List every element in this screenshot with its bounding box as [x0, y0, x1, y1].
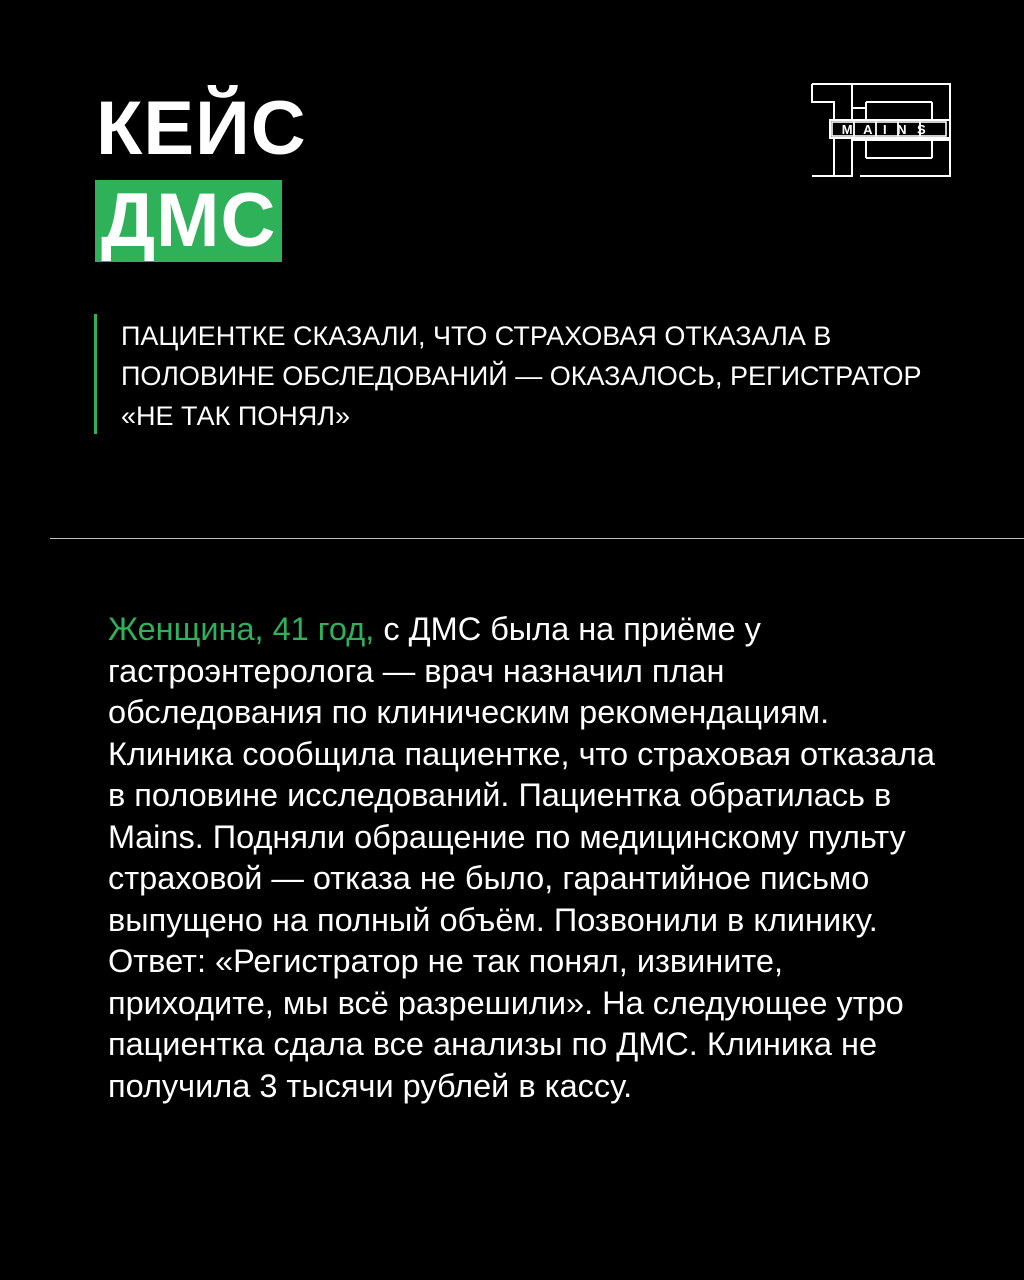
divider — [50, 538, 1024, 539]
story-text: с ДМС была на приёме у гастроэнтеролога — врач назначил план обследования по клиническим рекомендациям. Клиника сообщила пациентке, что страховая отказала в половине исследований. Пациентка обратилась в Mains. Подняли обращение по медицинскому пульту страховой — отказа не было, гарантийное письмо выпущено на полный объём. Позвонили в клинику. Ответ: «Регистратор не так понял, извините, приходите, мы всё разрешили». На следующее утро пациентка сдала все анализы по ДМС. Клиника не получила 3 тысячи рублей в кассу. — [108, 611, 935, 1104]
story-highlight: Женщина, 41 год, — [108, 611, 375, 647]
title-line-dms-highlight: ДМС — [95, 180, 282, 262]
story-paragraph — [108, 609, 938, 1107]
logo-text: MAINS — [841, 122, 937, 137]
title-line-kejs: КЕЙС — [96, 86, 307, 171]
mains-logo-icon — [808, 80, 954, 180]
subtitle-quote — [94, 314, 974, 434]
quote-text: ПАЦИЕНТКЕ СКАЗАЛИ, ЧТО СТРАХОВАЯ ОТКАЗАЛА В ПОЛОВИНЕ ОБСЛЕДОВАНИЙ — ОКАЗАЛОСЬ, РЕГИСТРАТОР «НЕ ТАК ПОНЯЛ» — [121, 321, 922, 431]
